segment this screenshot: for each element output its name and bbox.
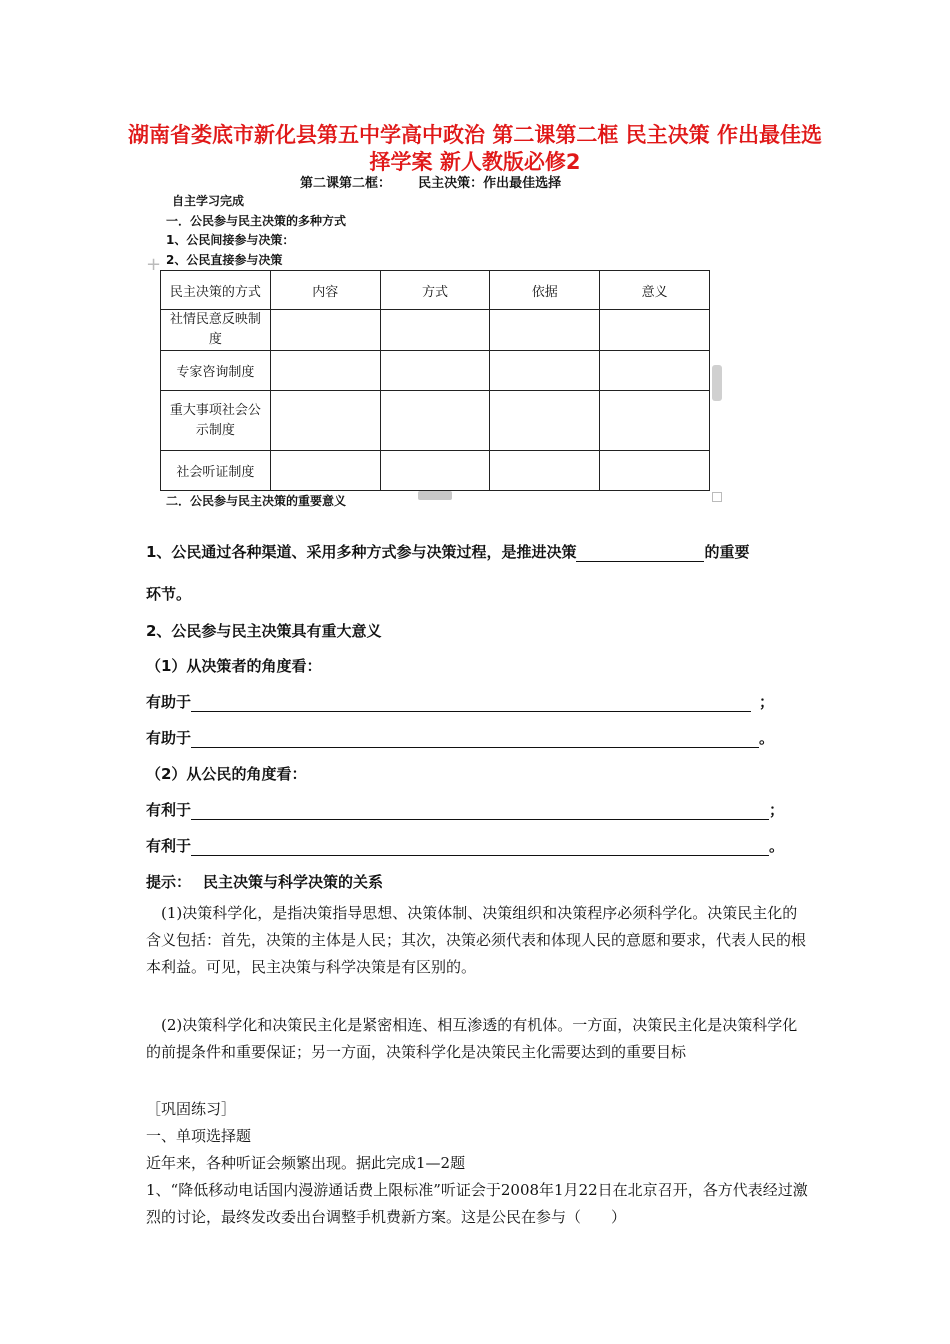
table-cell[interactable] (490, 391, 600, 451)
hint-label: 提示： (146, 873, 192, 891)
para-2-1: （1）从决策者的角度看： (146, 657, 322, 675)
question-1: 1、“降低移动电话国内漫游通话费上限标准”听证会于2008年1月22日在北京召开，各方代表经过激烈的讨论，最终发改委出台调整手机费新方案。这是公民在参与（ ） (146, 1181, 808, 1226)
table-row-label: 重大事项社会公示制度 (161, 391, 271, 451)
table-cell[interactable] (600, 451, 710, 491)
blank-line[interactable] (191, 837, 769, 856)
table-row-label: 专家咨询制度 (161, 351, 271, 391)
para-1 (146, 542, 749, 562)
section-1-heading: 一．公民参与民主决策的多种方式 (166, 214, 347, 228)
help-label: 有助于 (146, 729, 192, 747)
table-cell[interactable] (270, 351, 380, 391)
section-1-1: 1、公民间接参与决策： (166, 233, 295, 247)
table-cell[interactable] (600, 391, 710, 451)
table-cell[interactable] (270, 451, 380, 491)
table-row (161, 351, 710, 391)
para-2: 2、公民参与民主决策具有重大意义 (146, 622, 382, 640)
help-label: 有助于 (146, 693, 192, 711)
question-intro: 近年来，各种听证会频繁出现。据此完成1—2题 (146, 1154, 466, 1172)
table-cell[interactable] (270, 391, 380, 451)
hint-title: 民主决策与科学决策的关系 (203, 873, 384, 891)
para-2-2: （2）从公民的角度看： (146, 765, 307, 783)
practice-heading: ［巩固练习］ (146, 1100, 237, 1118)
punct: ； (759, 693, 775, 711)
lesson-subtitle: 第二课第二框： 民主决策：作出最佳选择 (300, 176, 562, 191)
punct: 。 (759, 729, 775, 747)
benefit-line-2 (146, 836, 784, 856)
table-move-handle-icon[interactable]: + (146, 254, 162, 275)
table-row (161, 310, 710, 351)
para-1-end: 环节。 (146, 585, 192, 603)
table-header-cell: 民主决策的方式 (161, 271, 271, 310)
table-cell[interactable] (600, 310, 710, 351)
punct: 。 (769, 837, 785, 855)
table-cell[interactable] (380, 451, 490, 491)
table-row (161, 391, 710, 451)
section-1-2: 2、公民直接参与决策 (166, 253, 283, 267)
table-header-cell: 内容 (270, 271, 380, 310)
blank-line[interactable] (191, 729, 759, 748)
blank-line[interactable] (576, 543, 704, 562)
hint-heading (146, 872, 383, 892)
hint-paragraph-1: (1)决策科学化，是指决策指导思想、决策体制、决策组织和决策程序必须科学化。决策民主化的含义包括：首先，决策的主体是人民；其次，决策必须代表和体现人民的意愿和要求，代表人民的根本利益。可见，民主决策与科学决策是有区别的。 (146, 904, 807, 976)
table-row-label: 社会听证制度 (161, 451, 271, 491)
table-row-label: 社情民意反映制度 (161, 310, 271, 351)
table-header-cell: 方式 (380, 271, 490, 310)
table-cell[interactable] (380, 351, 490, 391)
section-2-heading: 二．公民参与民主决策的重要意义 (166, 494, 347, 508)
table-resize-handle-icon[interactable] (712, 492, 722, 502)
hint-paragraph-2: (2)决策科学化和决策民主化是紧密相连、相互渗透的有机体。一方面，决策民主化是决策科学化的前提条件和重要保证；另一方面，决策科学化是决策民主化需要达到的重要目标 (146, 1016, 798, 1061)
para-1-text: 1、公民通过各种渠道、采用多种方式参与决策过程，是推进决策 (146, 543, 577, 561)
table-cell[interactable] (380, 391, 490, 451)
single-choice-heading: 一、单项选择题 (146, 1127, 252, 1145)
table-side-handle[interactable] (712, 365, 722, 401)
table-cell[interactable] (490, 351, 600, 391)
benefit-label: 有利于 (146, 837, 192, 855)
table-header-row (161, 271, 710, 310)
blank-line[interactable] (191, 693, 751, 712)
benefit-line-1 (146, 800, 784, 820)
table-cell[interactable] (270, 310, 380, 351)
document-title: 湖南省娄底市新化县第五中学高中政治 第二课第二框 民主决策 作出最佳选择学案 新人教版必修2 (128, 123, 822, 174)
punct: ； (769, 801, 785, 819)
table-add-row-handle[interactable] (418, 491, 452, 500)
table-header-cell: 意义 (600, 271, 710, 310)
table-row (161, 451, 710, 491)
help-line-1 (146, 692, 774, 712)
table-header-cell: 依据 (490, 271, 600, 310)
table-cell[interactable] (600, 351, 710, 391)
self-study-label: 自主学习完成 (172, 194, 245, 208)
blank-line[interactable] (191, 801, 769, 820)
help-line-2 (146, 728, 774, 748)
benefit-label: 有利于 (146, 801, 192, 819)
table-cell[interactable] (380, 310, 490, 351)
decision-methods-table (160, 270, 710, 491)
para-1-suffix: 的重要 (704, 543, 750, 561)
table-cell[interactable] (490, 310, 600, 351)
table-cell[interactable] (490, 451, 600, 491)
